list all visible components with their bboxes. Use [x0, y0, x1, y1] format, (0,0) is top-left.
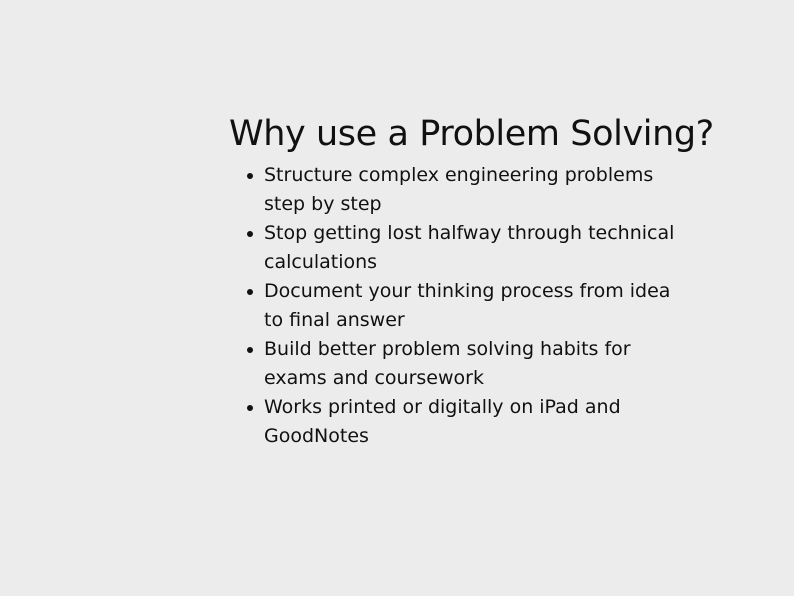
list-item-text: Build better problem solving habits for exams and coursework	[264, 338, 631, 389]
bullet-icon	[247, 347, 253, 353]
list-item-text: Stop getting lost halfway through technical calculations	[264, 222, 675, 273]
list-item	[229, 161, 684, 219]
bullet-icon	[247, 173, 253, 179]
bullet-icon	[247, 231, 253, 237]
slide-content	[229, 110, 714, 451]
benefit-list	[229, 161, 689, 451]
list-item	[229, 277, 684, 335]
list-item-text: Document your thinking process from idea to final answer	[264, 280, 671, 331]
list-item	[229, 219, 684, 277]
bullet-icon	[247, 289, 253, 295]
list-item-text: Works printed or digitally on iPad and GoodNotes	[264, 396, 621, 447]
list-item	[229, 393, 684, 451]
slide-title: Why use a Problem Solving?	[229, 114, 714, 154]
bullet-icon	[247, 405, 253, 411]
list-item	[229, 335, 684, 393]
list-item-text: Structure complex engineering problems step by step	[264, 164, 654, 215]
